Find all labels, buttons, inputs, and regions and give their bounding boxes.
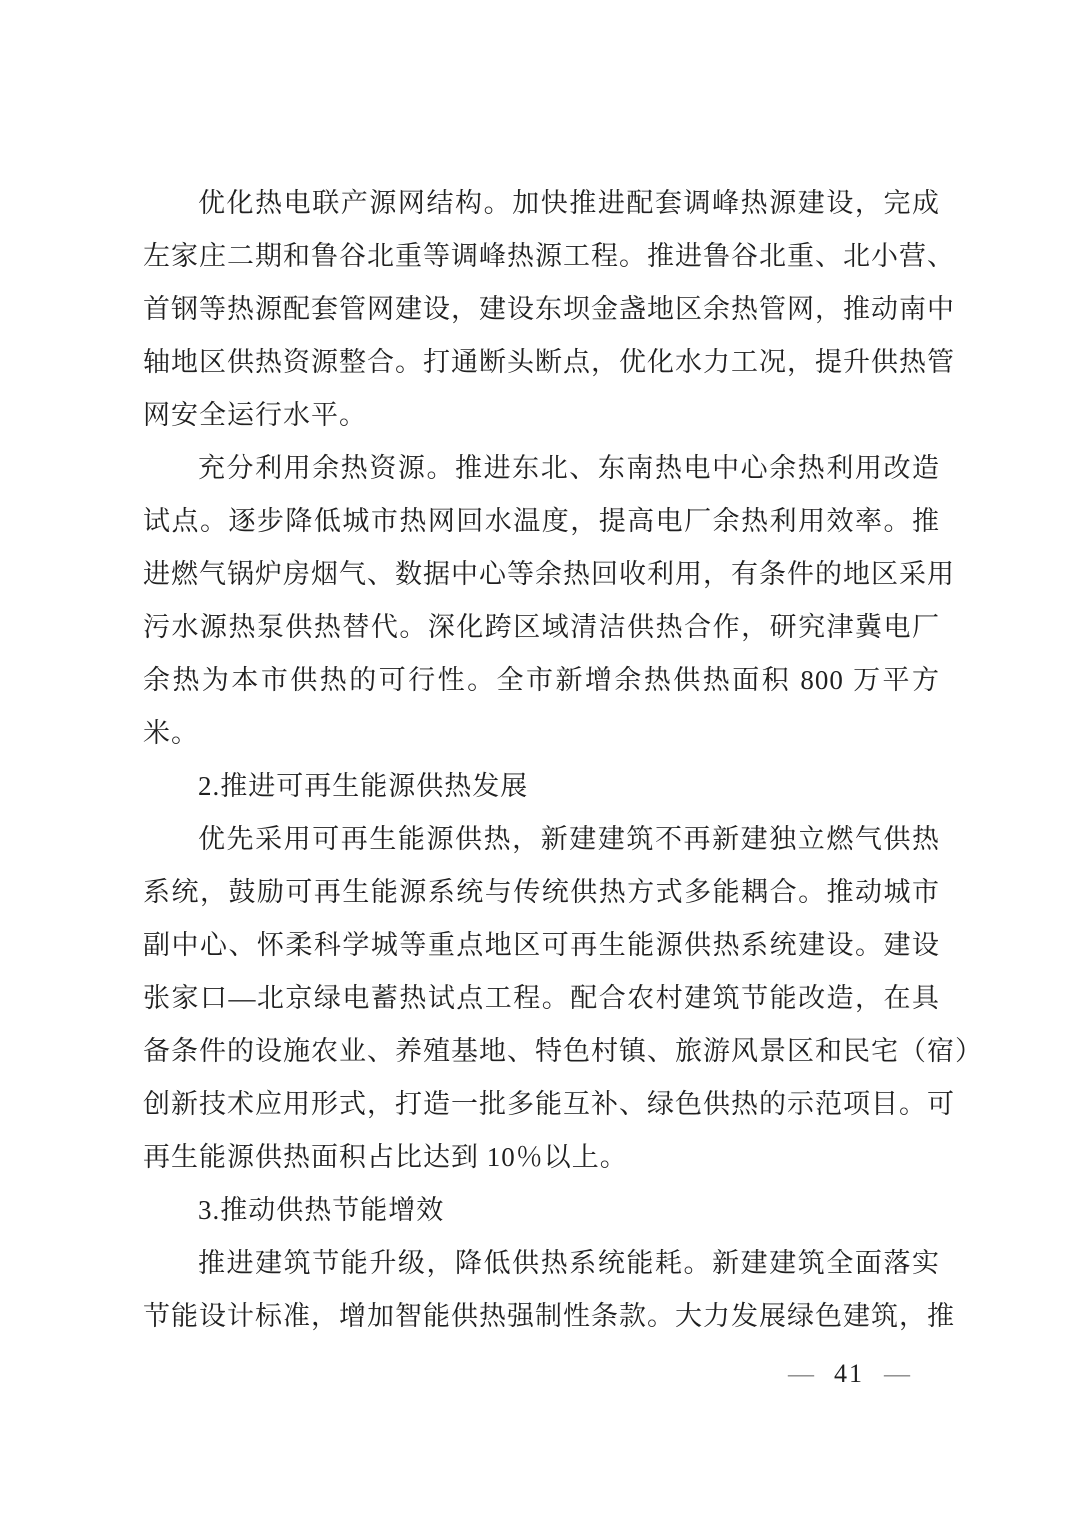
paragraph — [143, 813, 983, 1184]
text-line: 网安全运行水平。 — [143, 400, 367, 430]
text-line: 张家口—北京绿电蓄热试点工程。配合农村建筑节能改造，在具 — [143, 983, 940, 1013]
text-line: 左家庄二期和鲁谷北重等调峰热源工程。推进鲁谷北重、北小营、 — [143, 241, 955, 271]
section-heading-2 — [143, 760, 940, 813]
footer-dash-right: — — [884, 1359, 910, 1388]
heading-line: 2.推进可再生能源供热发展 — [198, 771, 529, 801]
paragraph — [143, 442, 955, 760]
text-line: 再生能源供热面积占比达到 10％以上。 — [143, 1142, 628, 1172]
text-line: 创新技术应用形式，打造一批多能互补、绿色供热的示范项目。可 — [143, 1089, 955, 1119]
text-line: 系统，鼓励可再生能源系统与传统供热方式多能耦合。推动城市 — [143, 877, 940, 907]
text-line: 污水源热泵供热替代。深化跨区域清洁供热合作，研究津冀电厂 — [143, 612, 940, 642]
section-heading-3 — [143, 1184, 940, 1237]
text-line: 试点。逐步降低城市热网回水温度，提高电厂余热利用效率。推 — [143, 506, 940, 536]
text-line: 副中心、怀柔科学城等重点地区可再生能源供热系统建设。建设 — [143, 930, 940, 960]
page-footer — [788, 1352, 910, 1396]
text-line: 进燃气锅炉房烟气、数据中心等余热回收利用，有条件的地区采用 — [143, 559, 955, 589]
text-line: 节能设计标准，增加智能供热强制性条款。大力发展绿色建筑，推 — [143, 1301, 955, 1331]
text-line: 充分利用余热资源。推进东北、东南热电中心余热利用改造 — [198, 453, 940, 483]
text-line: 优先采用可再生能源供热，新建建筑不再新建独立燃气供热 — [198, 824, 940, 854]
text-line: 首钢等热源配套管网建设，建设东坝金盏地区余热管网，推动南中 — [143, 294, 955, 324]
text-line: 备条件的设施农业、养殖基地、特色村镇、旅游风景区和民宅（宿） — [143, 1036, 983, 1066]
text-line: 优化热电联产源网结构。加快推进配套调峰热源建设，完成 — [198, 188, 940, 218]
text-line: 推进建筑节能升级，降低供热系统能耗。新建建筑全面落实 — [198, 1248, 940, 1278]
paragraph — [143, 177, 955, 442]
page-number: 41 — [834, 1359, 864, 1388]
text-line: 轴地区供热资源整合。打通断头断点，优化水力工况，提升供热管 — [143, 347, 955, 377]
heading-line: 3.推动供热节能增效 — [198, 1195, 445, 1225]
text-line: 余热为本市供热的可行性。全市新增余热供热面积 800 万平方 — [143, 665, 940, 695]
text-block — [143, 177, 983, 1343]
paragraph — [143, 1237, 955, 1343]
text-line: 米。 — [143, 718, 199, 748]
footer-dash-left: — — [788, 1359, 814, 1388]
